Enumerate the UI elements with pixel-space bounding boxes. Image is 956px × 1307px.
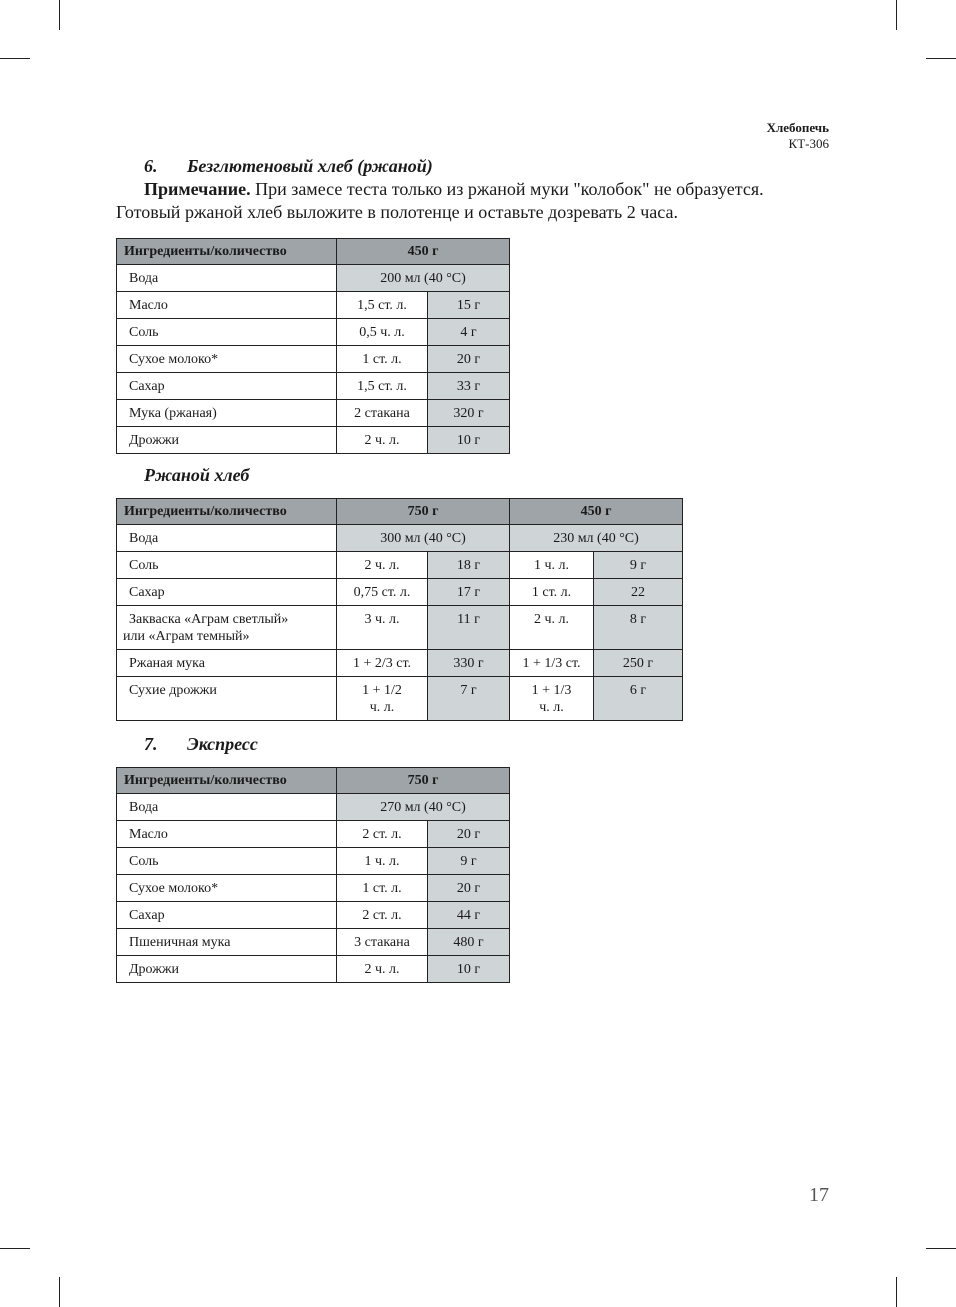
- ingredient-measure: 1 ст. л.: [337, 346, 428, 373]
- ingredient-name: Соль: [117, 552, 337, 579]
- ingredient-grams: 33 г: [428, 373, 510, 400]
- table-row: [117, 650, 683, 677]
- ingredient-grams: 20 г: [428, 875, 510, 902]
- table-header-weight: 750 г: [337, 499, 510, 525]
- table-row: [117, 956, 510, 983]
- table-row: [117, 373, 510, 400]
- ingredient-name: Масло: [117, 821, 337, 848]
- ingredient-measure: 3 ч. л.: [337, 606, 428, 650]
- table-row: [117, 525, 683, 552]
- crop-mark: [926, 58, 956, 59]
- recipe-table-rye: [116, 498, 683, 721]
- note-paragraph: [116, 178, 836, 224]
- ingredient-name: Сухое молоко*: [117, 875, 337, 902]
- ingredient-measure: 2 стакана: [337, 400, 428, 427]
- ingredient-grams: 15 г: [428, 292, 510, 319]
- table-row: [117, 319, 510, 346]
- ingredient-measure: 1,5 ст. л.: [337, 292, 428, 319]
- table-row: [117, 265, 510, 292]
- ingredient-grams: 20 г: [428, 346, 510, 373]
- ingredient-grams: 9 г: [594, 552, 683, 579]
- ingredient-name: Вода: [117, 525, 337, 552]
- ingredient-grams: 20 г: [428, 821, 510, 848]
- ingredient-grams: 330 г: [428, 650, 510, 677]
- yeast-unit: ч. л.: [369, 700, 395, 715]
- ingredient-name: Сухие дрожжи: [117, 677, 337, 721]
- yeast-unit: ч. л.: [539, 700, 564, 715]
- ingredient-measure: 2 ст. л.: [337, 902, 428, 929]
- note-label: Примечание.: [144, 179, 251, 199]
- crop-mark: [896, 1277, 897, 1307]
- ingredient-measure: 0,75 ст. л.: [337, 579, 428, 606]
- crop-mark: [59, 0, 60, 30]
- table-row: [117, 902, 510, 929]
- ingredient-measure: 1 ч. л.: [337, 848, 428, 875]
- ingredient-name: Пшеничная мука: [117, 929, 337, 956]
- ingredient-measure: 2 ст. л.: [337, 821, 428, 848]
- ingredient-measure: 3 стакана: [337, 929, 428, 956]
- ingredient-grams: 11 г: [428, 606, 510, 650]
- table-header-ingredients: Ингредиенты/количество: [117, 239, 337, 265]
- ingredient-grams: 320 г: [428, 400, 510, 427]
- ingredient-amount: 200 мл (40 °С): [337, 265, 510, 292]
- ingredient-grams: 7 г: [428, 677, 510, 721]
- table-row: [117, 552, 683, 579]
- ingredient-measure: [510, 677, 594, 721]
- ingredient-name: Мука (ржаная): [117, 400, 337, 427]
- ingredient-grams: 480 г: [428, 929, 510, 956]
- section-title-text: Экспресс: [187, 734, 258, 754]
- ingredient-measure: 2 ч. л.: [337, 956, 428, 983]
- ingredient-amount: 230 мл (40 °С): [510, 525, 683, 552]
- crop-mark: [59, 1277, 60, 1307]
- ingredient-grams: 6 г: [594, 677, 683, 721]
- recipe-table-gluten-free: [116, 238, 510, 454]
- recipe-table-express: [116, 767, 510, 983]
- ingredient-measure: 2 ч. л.: [510, 606, 594, 650]
- table-row: [117, 292, 510, 319]
- ingredient-grams: 10 г: [428, 956, 510, 983]
- ingredient-grams: 4 г: [428, 319, 510, 346]
- table-header-weight: 750 г: [337, 768, 510, 794]
- ingredient-measure: [337, 677, 428, 721]
- ingredient-name: Сахар: [117, 373, 337, 400]
- ingredient-name: Вода: [117, 265, 337, 292]
- table-row: [117, 346, 510, 373]
- crop-mark: [0, 1248, 30, 1249]
- ingredient-measure: 1 ч. л.: [510, 552, 594, 579]
- table-row: [117, 821, 510, 848]
- yeast-amount: 1 + 1/3: [531, 683, 572, 698]
- ingredient-measure: 1,5 ст. л.: [337, 373, 428, 400]
- ingredient-measure: 1 ст. л.: [337, 875, 428, 902]
- ingredient-name: Соль: [117, 848, 337, 875]
- table-row: [117, 400, 510, 427]
- ingredient-measure: 2 ч. л.: [337, 427, 428, 454]
- yeast-amount: 1 + 1/2: [362, 683, 402, 698]
- ingredient-grams: 17 г: [428, 579, 510, 606]
- ingredient-measure: 2 ч. л.: [337, 552, 428, 579]
- table-header-weight: 450 г: [510, 499, 683, 525]
- ingredient-name: Сухое молоко*: [117, 346, 337, 373]
- table-row: [117, 929, 510, 956]
- starter-line-2: или «Аграм темный»: [123, 629, 250, 644]
- ingredient-name: [117, 606, 337, 650]
- starter-line-1: Закваска «Аграм светлый»: [129, 612, 289, 627]
- ingredient-grams: 18 г: [428, 552, 510, 579]
- ingredient-name: Сахар: [117, 579, 337, 606]
- ingredient-amount: 300 мл (40 °С): [337, 525, 510, 552]
- ingredient-name: Дрожжи: [117, 427, 337, 454]
- table-row: [117, 794, 510, 821]
- note-text: При замесе теста только из ржаной муки "колобок" не образуется.: [250, 179, 764, 199]
- crop-mark: [0, 58, 30, 59]
- ingredient-measure: 0,5 ч. л.: [337, 319, 428, 346]
- section-6-title: [144, 156, 433, 177]
- table-row: [117, 579, 683, 606]
- section-number: 7.: [144, 734, 158, 754]
- ingredient-measure: 1 + 1/3 ст.: [510, 650, 594, 677]
- header-model: КТ-306: [788, 136, 829, 151]
- ingredient-name: Масло: [117, 292, 337, 319]
- table-row: [117, 677, 683, 721]
- ingredient-grams: 8 г: [594, 606, 683, 650]
- section-title-text: Безглютеновый хлеб (ржаной): [187, 156, 433, 176]
- table-row: [117, 875, 510, 902]
- ingredient-measure: 1 + 2/3 ст.: [337, 650, 428, 677]
- ingredient-grams: 250 г: [594, 650, 683, 677]
- ingredient-measure: 1 ст. л.: [510, 579, 594, 606]
- rye-bread-title: Ржаной хлеб: [144, 465, 250, 485]
- ingredient-name: Вода: [117, 794, 337, 821]
- ingredient-grams: 22: [594, 579, 683, 606]
- section-7-title: [144, 734, 258, 755]
- ingredient-name: Дрожжи: [117, 956, 337, 983]
- table-header-weight: 450 г: [337, 239, 510, 265]
- crop-mark: [926, 1248, 956, 1249]
- page-number: 17: [809, 1184, 829, 1206]
- table-row: [117, 606, 683, 650]
- ingredient-name: Соль: [117, 319, 337, 346]
- ingredient-grams: 44 г: [428, 902, 510, 929]
- table-row: [117, 427, 510, 454]
- table-header-ingredients: Ингредиенты/количество: [117, 499, 337, 525]
- header-product: Хлебопечь: [766, 120, 829, 135]
- ingredient-amount: 270 мл (40 °С): [337, 794, 510, 821]
- table-header-ingredients: Ингредиенты/количество: [117, 768, 337, 794]
- running-header: [767, 120, 829, 152]
- note-text-2: Готовый ржаной хлеб выложите в полотенце и оставьте дозревать 2 часа.: [116, 202, 678, 222]
- section-number: 6.: [144, 156, 158, 176]
- ingredient-grams: 9 г: [428, 848, 510, 875]
- ingredient-name: Сахар: [117, 902, 337, 929]
- ingredient-name: Ржаная мука: [117, 650, 337, 677]
- ingredient-grams: 10 г: [428, 427, 510, 454]
- table-row: [117, 848, 510, 875]
- crop-mark: [896, 0, 897, 30]
